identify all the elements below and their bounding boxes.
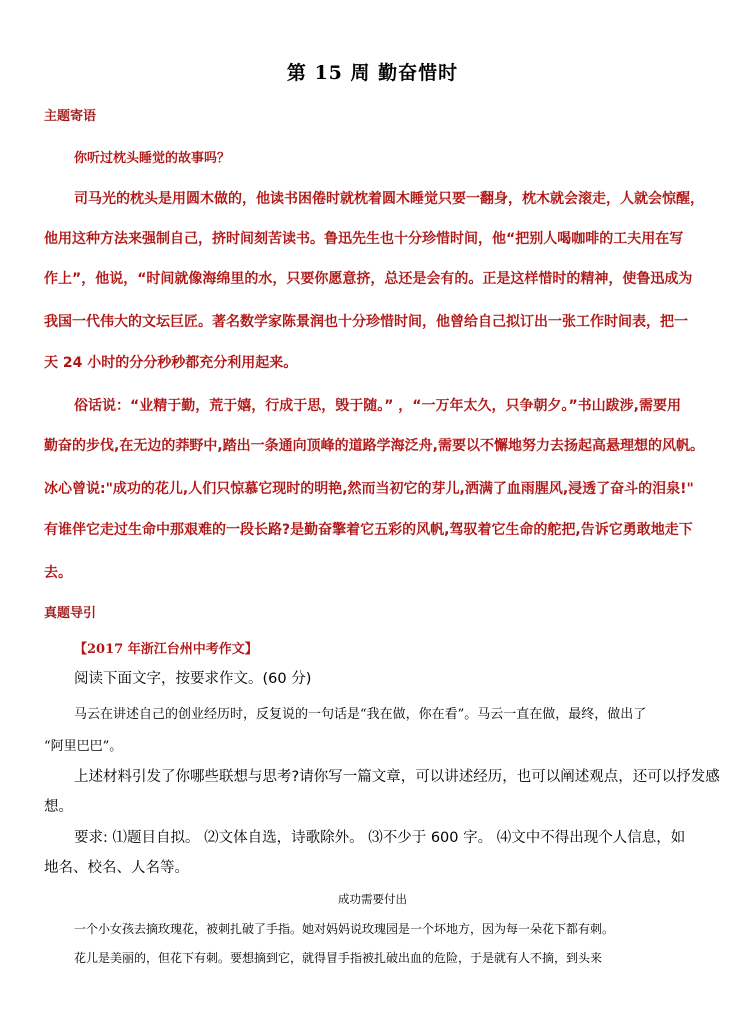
requirements-line: 地名、校名、人名等。 — [44, 860, 189, 876]
theme-question: 你听过枕头睡觉的故事吗？ — [74, 151, 231, 166]
theme-p1-line: 作上”，他说，“时间就像海绵里的水，只要你愿意挤，总还是会有的。正是这样惜时的精神，使鲁迅成为 — [44, 271, 693, 287]
instruction-text: 阅读下面文字，按要求作文。(60 分) — [74, 671, 312, 687]
theme-p1-line: 我国一代伟大的文坛巨匠。著名数学家陈景润也十分珍惜时间，他曾给自己拟订出一张工作时间表，把一 — [44, 314, 688, 330]
theme-p1-line: 司马光的枕头是用圆木做的，他读书困倦时就枕着圆木睡觉只要一翻身，枕木就会滚走，人就会惊醒， — [74, 191, 704, 207]
theme-heading: 主题寄语 — [44, 109, 97, 124]
essay-title: 成功需要付出 — [338, 892, 407, 906]
theme-p2-line: 有谁伴它走过生命中那艰难的一段长路?是勤奋擎着它五彩的风帆,驾驭着它生命的舵把,告诉它勇敢地走下 — [44, 522, 693, 538]
requirements-line: 要求: ⑴题目自拟。 ⑵文体自选，诗歌除外。 ⑶不少于 600 字。 ⑷文中不得出现个人信息，如 — [74, 830, 686, 846]
theme-p1-line: 他用这种方法来强制自己，挤时间刻苦读书。鲁迅先生也十分珍惜时间，他“把别人喝咖啡的工夫用在写 — [44, 231, 684, 247]
exam-tag: 【2017 年浙江台州中考作文】 — [74, 642, 258, 657]
theme-p2-line: 勤奋的步伐,在无边的莽野中,踏出一条通向顶峰的道路学海泛舟,需要以不懈地努力去扬起高悬理想的风帆。 — [44, 438, 704, 454]
prompt-line: 想。 — [44, 799, 73, 815]
guide-heading: 真题导引 — [44, 606, 97, 621]
essay-line: 花儿是美丽的，但花下有刺。要想摘到它，就得冒手指被扎破出血的危险，于是就有人不摘，到头来 — [74, 951, 603, 965]
theme-p2-line: 冰心曾说:"成功的花儿,人们只惊慕它现时的明艳,然而当初它的芽儿,洒满了血雨腥风,浸透了奋斗的泪泉!" — [44, 481, 694, 497]
page-title: 第 15 周 勤奋惜时 — [286, 62, 459, 84]
theme-p2-line: 俗话说：“业精于勤，荒于嬉，行成于思，毁于随。” ，“一万年太久，只争朝夕。”书山跋涉,需要用 — [74, 398, 681, 414]
material-line: 马云在讲述自己的创业经历时，反复说的一句话是“我在做，你在看”。马云一直在做，最终，做出了 — [74, 707, 647, 722]
material-line: “阿里巴巴”。 — [44, 739, 123, 754]
theme-p2-line: 去。 — [44, 565, 72, 581]
essay-line: 一个小女孩去摘玫瑰花，被刺扎破了手指。她对妈妈说玫瑰园是一个坏地方，因为每一朵花下都有刺。 — [74, 922, 615, 936]
theme-p1-line: 天 24 小时的分分秒秒都充分利用起来。 — [44, 355, 298, 371]
prompt-line: 上述材料引发了你哪些联想与思考?请你写一篇文章，可以讲述经历，也可以阐述观点，还可以抒发感 — [74, 769, 720, 785]
